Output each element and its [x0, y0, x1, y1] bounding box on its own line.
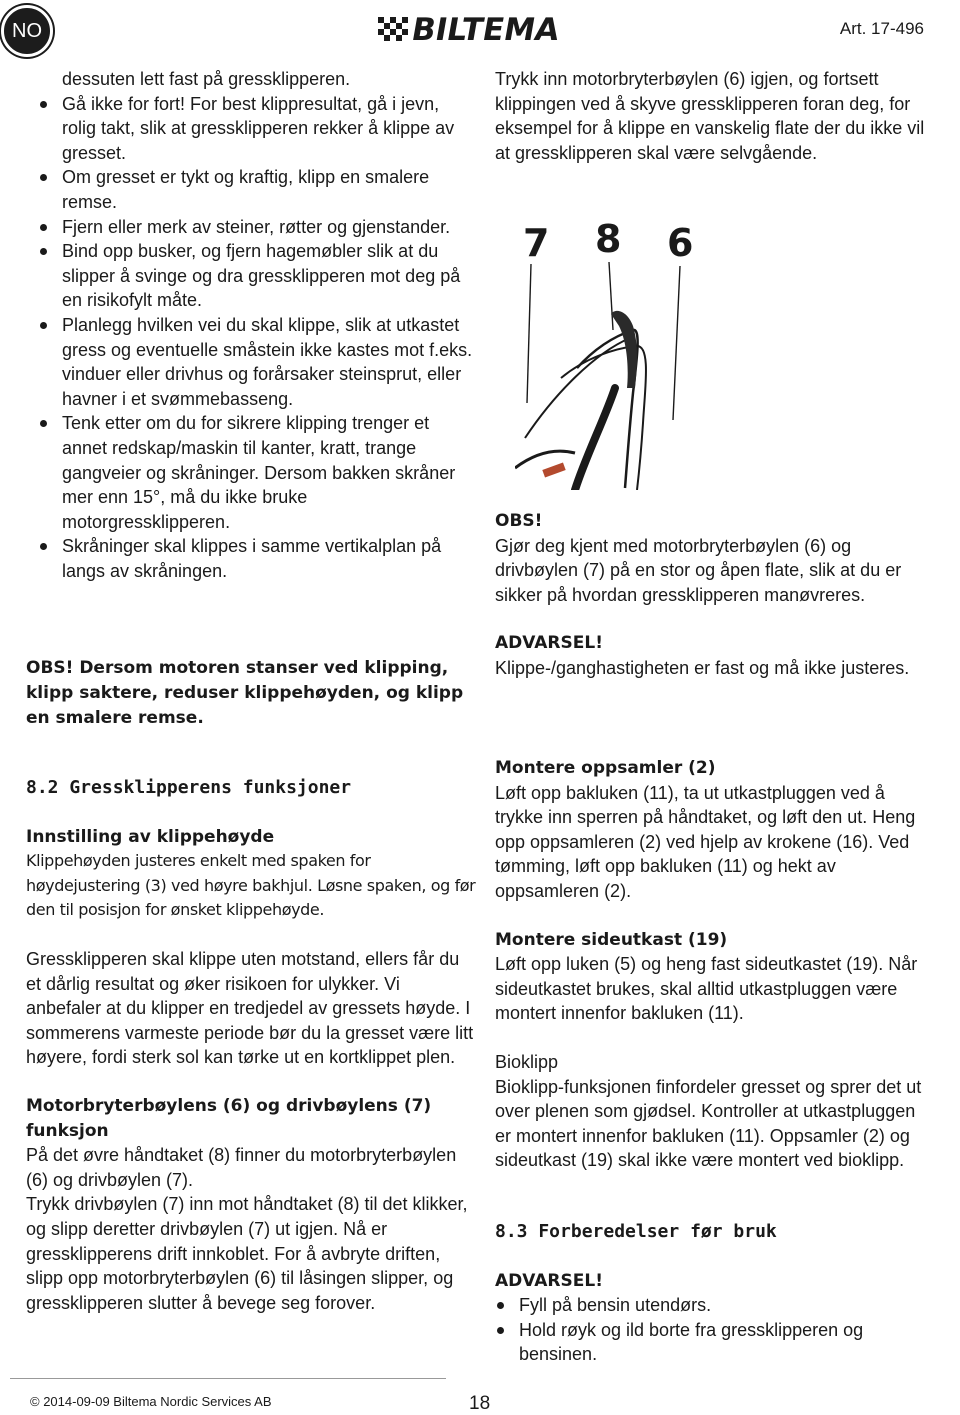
right-mounting-block [495, 756, 935, 1173]
obs-title: OBS! [495, 511, 543, 531]
list-item: Planlegg hvilken vei du skal klippe, slik at utkastet gress og eventuelle småstein ikke kastes mot f.eks. vinduer eller drivhus og forårsaker steinsprut, eller havner i et svømmebasseng. [38, 313, 478, 411]
list-item: Hold røyk og ild borte fra gressklipperen og bensinen. [495, 1318, 935, 1367]
list-item: Fyll på bensin utendørs. [495, 1293, 935, 1318]
list-item: Tenk etter om du for sikrere klipping trenger et annet redskap/maskin til kanter, kratt, trange gangveier og skråninger. Dersom bakken skråner mer enn 15°, må du ikke bruke motorgressklipperen. [38, 411, 478, 534]
heading-cut-height: Innstilling av klippehøyde [26, 826, 275, 847]
heading-motor-bail: Motorbryterbøylens (6) og drivbøylens (7) funksjon [26, 1095, 432, 1141]
continued-line: dessuten lett fast på gressklipperen. [62, 69, 351, 89]
heading-collector: Montere oppsamler (2) [495, 758, 716, 778]
left-obs-block [26, 656, 478, 731]
right-obs-block [495, 509, 935, 681]
footer-divider [10, 1378, 446, 1379]
paragraph-cutting-resistance: Gressklipperen skal klippe uten motstand, ellers får du et dårlig resultat og øker risikoen for ulykker. Vi anbefaler at du klipper en tredjedel av gressets høyde. I sommerens varmeste periode bør du la gresset være litt høyere, fordi sterk sol kan tørke ut en kortklippet plen. [26, 948, 474, 1068]
obs-paragraph: Gjør deg kjent med motorbryterbøylen (6) og drivbøylen (7) på en stor og åpen flate, slik at du er sikker på hvordan gressklipperen manøvreres. [495, 535, 902, 605]
paragraph-intro: Trykk inn motorbryterbøylen (6) igjen, og fortsett klippingen ved å skyve gressklipperen foran deg, for eksempel for å klippe en vanskelig flate der du ikke vil at gressklipperen skal være selvgående. [495, 69, 925, 163]
prep-bullet-list [495, 1293, 935, 1367]
warning-title: ADVARSEL! [495, 633, 603, 654]
footer-copyright: © 2014-09-09 Biltema Nordic Services AB [30, 1394, 272, 1409]
safety-bullet-list [38, 92, 478, 584]
paragraph-cut-height: Klippehøyden justeres enkelt med spaken for høydejustering (3) ved høyre bakhjul. Løsne spaken, og før den til posisjon for ønsket klippehøyde. [26, 851, 476, 920]
handle-illustration [515, 218, 725, 490]
leader-line-8 [609, 262, 613, 330]
warning-title-2: ADVARSEL! [495, 1270, 603, 1291]
list-item: Bind opp busker, og fjern hagemøbler slik at du slipper å svinge og dra gressklipperen mot deg på en risikofylt måte. [38, 239, 478, 313]
paragraph-collector: Løft opp bakluken (11), ta ut utkastpluggen ved å trykke inn sperren på håndtaket, og løft den ut. Heng opp oppsamleren (2) ved hjelp av krokene (16). Ved tømming, løft opp bakluken (11) og hekt av oppsamleren (2). [495, 782, 916, 901]
heading-mulching: Bioklipp [495, 1051, 559, 1072]
cable-clip [542, 462, 565, 477]
label-motor-bail: 6 [667, 221, 694, 265]
biltema-logo [378, 12, 563, 48]
page-number: 18 [469, 1393, 491, 1414]
leader-line-6 [673, 266, 680, 420]
article-number: Art. 17-496 [839, 19, 924, 38]
obs-motor-stop-note: OBS! Dersom motoren stanser ved klipping, klipp saktere, reduser klippehøyden, og klipp en smalere remse. [26, 658, 464, 728]
leader-line-7 [527, 264, 531, 403]
section-title-8-3: 8.3 Forberedelser før bruk [495, 1221, 777, 1242]
paragraph-motor-bail-2: Trykk drivbøylen (7) inn mot håndtaket (8) til det klikker, og slipp deretter drivbøylen (7) ut igjen. Nå er gressklipperens drift innkoblet. For å avbryte driften, slipp opp motorbryterbøylen (6) til låsingen slipper, og gressklipperen slutter å bevege seg forover. [26, 1194, 468, 1313]
list-item: Fjern eller merk av steiner, røtter og gjenstander. [38, 215, 478, 240]
warning-paragraph: Klippe-/ganghastigheten er fast og må ikke justeres. [495, 657, 910, 678]
list-item: Gå ikke for fort! For best klippresultat, gå i jevn, rolig takt, slik at gressklipperen rekker å klippe av gresset. [38, 92, 478, 166]
section-8-3 [495, 1220, 935, 1367]
left-column [38, 67, 478, 583]
section-8-2 [26, 776, 478, 1315]
list-item: Skråninger skal klippes i samme vertikalplan på langs av skråningen. [38, 534, 478, 583]
paragraph-mulching: Bioklipp-funksjonen finfordeler gresset og sprer det ut over plenen som gjødsel. Kontroller at utkastpluggen er montert innenfor bakluken (11). Oppsamler (2) og sideutkast (19) skal ikke være montert ved bioklipp. [495, 1076, 922, 1171]
paragraph-side-discharge: Løft opp luken (5) og heng fast sideutkastet (19). Når sideutkastet brukes, skal alltid utkastpluggen være montert innenfor bakluken (11). [495, 954, 918, 1024]
handle-tube [575, 388, 615, 490]
list-item: Om gresset er tykt og kraftig, klipp en smalere remse. [38, 165, 478, 214]
language-badge: NO [1, 5, 53, 57]
label-drive-bail: 7 [523, 221, 550, 265]
lower-handle-tube [515, 451, 575, 468]
label-upper-handle: 8 [595, 218, 622, 261]
paragraph-motor-bail: På det øvre håndtaket (8) finner du motorbryterbøylen (6) og drivbøylen (7). [26, 1145, 457, 1190]
heading-side-discharge: Montere sideutkast (19) [495, 929, 728, 950]
checkered-flag-icon [378, 17, 408, 43]
right-intro [495, 67, 935, 165]
brand-name: BILTEMA [408, 12, 563, 48]
section-title: 8.2 Gressklipperens funksjoner [26, 777, 352, 798]
